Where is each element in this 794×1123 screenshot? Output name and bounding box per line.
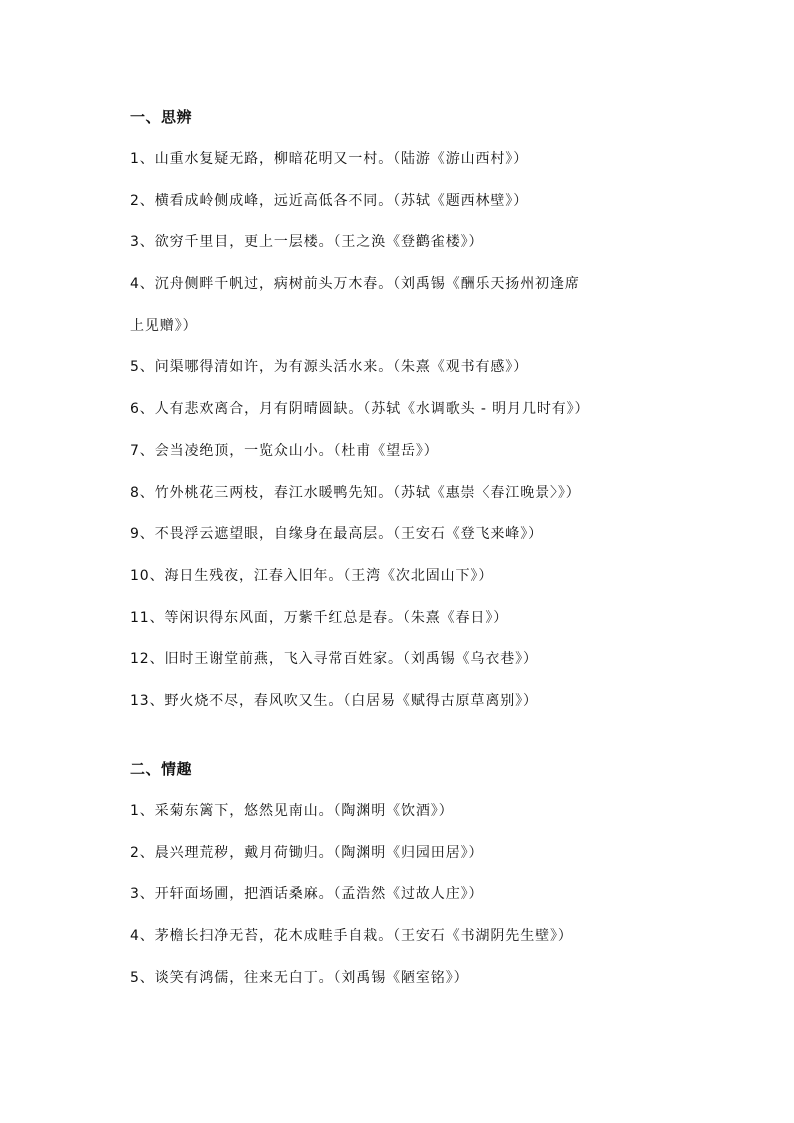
poem-line: 7、会当凌绝顶，一览众山小。（杜甫《望岳》） bbox=[130, 442, 439, 459]
poem-line: 9、不畏浮云遮望眼，自缘身在最高层。（王安石《登飞来峰》） bbox=[130, 526, 544, 543]
poem-line: 5、问渠哪得清如许，为有源头活水来。（朱熹《观书有感》） bbox=[130, 359, 529, 376]
poem-line: 4、茅檐长扫净无苔，花木成畦手自栽。（王安石《书湖阴先生壁》） bbox=[130, 928, 573, 945]
poem-line: 5、谈笑有鸿儒，往来无白丁。（刘禹锡《陋室铭》） bbox=[130, 969, 469, 986]
poem-line: 12、旧时王谢堂前燕，飞入寻常百姓家。（刘禹锡《乌衣巷》） bbox=[130, 651, 538, 668]
section-interest bbox=[130, 759, 690, 1009]
poem-line: 11、等闲识得东风面，万紫千红总是春。（朱熹《春日》） bbox=[130, 609, 509, 626]
poem-line: 3、欲穷千里目，更上一层楼。（王之涣《登鹳雀楼》） bbox=[130, 234, 484, 251]
poem-line-continuation: 上见赠》） bbox=[130, 317, 198, 334]
section-heading: 一、思辨 bbox=[130, 108, 193, 126]
poem-line: 6、人有悲欢离合，月有阴晴圆缺。（苏轼《水调歌头 - 明月几时有》） bbox=[130, 401, 590, 418]
section-thinking bbox=[130, 107, 690, 733]
poem-line: 10、海日生残夜，江春入旧年。（王湾《次北固山下》） bbox=[130, 567, 494, 584]
poem-line: 2、晨兴理荒秽，戴月荷锄归。（陶渊明《归园田居》） bbox=[130, 844, 484, 861]
poem-line: 1、山重水复疑无路，柳暗花明又一村。（陆游《游山西村》） bbox=[130, 151, 529, 167]
poem-line: 3、开轩面场圃，把酒话桑麻。（孟浩然《过故人庄》） bbox=[130, 886, 484, 903]
poem-line: 13、野火烧不尽，春风吹又生。（白居易《赋得古原草离别》） bbox=[130, 692, 538, 709]
poem-line: 8、竹外桃花三两枝，春江水暖鸭先知。（苏轼《惠崇〈春江晚景〉》） bbox=[130, 484, 581, 501]
poem-line: 1、采菊东篱下，悠然见南山。（陶渊明《饮酒》） bbox=[130, 803, 454, 819]
poem-line: 4、沉舟侧畔千帆过，病树前头万木春。（刘禹锡《酬乐天扬州初逢席 bbox=[130, 276, 580, 293]
poem-line: 2、横看成岭侧成峰，远近高低各不同。（苏轼《题西林壁》） bbox=[130, 192, 529, 209]
section-heading: 二、情趣 bbox=[130, 760, 193, 778]
